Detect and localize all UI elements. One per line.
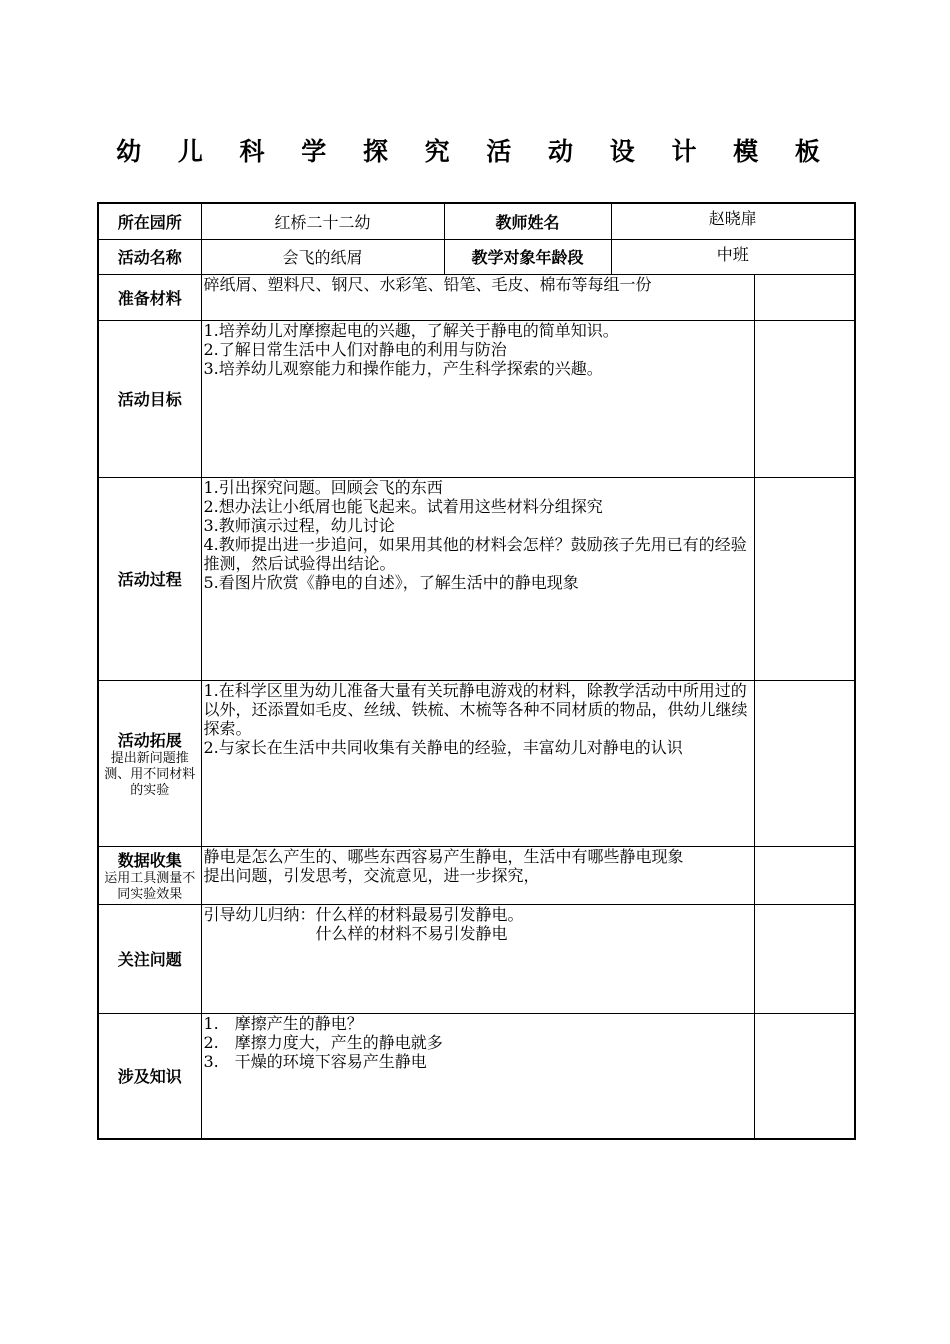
focus-label: 关注问题 xyxy=(98,904,201,1013)
extension-sublabel: 提出新问题推测、用不同材料的实验 xyxy=(104,750,196,798)
data-collection-content xyxy=(201,846,754,904)
kindergarten-label: 所在园所 xyxy=(98,203,201,239)
teacher-label: 教师姓名 xyxy=(444,203,611,239)
row-knowledge xyxy=(98,1013,855,1139)
process-line: 5.看图片欣赏《静电的自述》，了解生活中的静电现象 xyxy=(203,572,579,592)
knowledge-extra-cell xyxy=(754,1013,855,1139)
data-collection-line: 提出问题，引发思考，交流意见，进一步探究， xyxy=(203,865,540,885)
row-data-collection xyxy=(98,846,855,904)
age-label: 教学对象年龄段 xyxy=(444,239,611,274)
extension-line: 2.与家长在生活中共同收集有关静电的经验，丰富幼儿对静电的认识 xyxy=(203,737,683,757)
goals-label: 活动目标 xyxy=(98,320,201,477)
materials-extra-cell xyxy=(754,274,855,320)
age-value: 中班 xyxy=(611,239,855,274)
activity-design-table xyxy=(97,202,856,1140)
process-line: 4.教师提出进一步追问，如果用其他的材料会怎样？鼓励孩子先用已有的经验推测，然后试验得出结论。 xyxy=(203,534,747,573)
page-title: 幼 儿 科 学 探 究 活 动 设 计 模 板 xyxy=(116,137,834,166)
kindergarten-value: 红桥二十二幼 xyxy=(201,203,444,239)
goals-line: 2.了解日常生活中人们对静电的利用与防治 xyxy=(203,339,507,359)
data-collection-sublabel: 运用工具测量不同实验效果 xyxy=(104,870,196,902)
teacher-value: 赵晓扉 xyxy=(611,203,855,239)
row-kindergarten xyxy=(98,203,855,239)
goals-extra-cell xyxy=(754,320,855,477)
process-line: 2.想办法让小纸屑也能飞起来。试着用这些材料分组探究 xyxy=(203,496,603,516)
knowledge-label: 涉及知识 xyxy=(98,1013,201,1139)
goals-line: 3.培养幼儿观察能力和操作能力，产生科学探索的兴趣。 xyxy=(203,358,603,378)
data-collection-label-cell xyxy=(98,846,201,904)
process-line: 1.引出探究问题。回顾会飞的东西 xyxy=(203,477,443,497)
data-collection-extra-cell xyxy=(754,846,855,904)
materials-line: 碎纸屑、塑料尺、钢尺、水彩笔、铅笔、毛皮、棉布等每组一份 xyxy=(203,274,652,294)
materials-content xyxy=(201,274,754,320)
row-process xyxy=(98,477,855,680)
goals-content xyxy=(201,320,754,477)
knowledge-line: 2. 摩擦力度大，产生的静电就多 xyxy=(203,1032,443,1052)
extension-extra-cell xyxy=(754,680,855,846)
goals-line: 1.培养幼儿对摩擦起电的兴趣，了解关于静电的简单知识。 xyxy=(203,320,619,340)
activity-value: 会飞的纸屑 xyxy=(201,239,444,274)
focus-content xyxy=(201,904,754,1013)
row-goals xyxy=(98,320,855,477)
process-line: 3.教师演示过程，幼儿讨论 xyxy=(203,515,395,535)
row-activity xyxy=(98,239,855,274)
data-collection-line: 静电是怎么产生的、哪些东西容易产生静电，生活中有哪些静电现象 xyxy=(203,846,684,866)
process-extra-cell xyxy=(754,477,855,680)
process-content xyxy=(201,477,754,680)
activity-label: 活动名称 xyxy=(98,239,201,274)
materials-label: 准备材料 xyxy=(98,274,201,320)
process-label: 活动过程 xyxy=(98,477,201,680)
extension-content xyxy=(201,680,754,846)
data-collection-label: 数据收集 xyxy=(117,850,182,870)
knowledge-line: 1. 摩擦产生的静电？ xyxy=(203,1013,363,1033)
extension-label-cell xyxy=(98,680,201,846)
extension-label: 活动拓展 xyxy=(117,730,182,750)
row-focus xyxy=(98,904,855,1013)
focus-line: 引导幼儿归纳：什么样的材料最易引发静电。 xyxy=(203,904,524,924)
row-extension xyxy=(98,680,855,846)
focus-line: 什么样的材料不易引发静电 xyxy=(203,923,508,943)
extension-line: 1.在科学区里为幼儿准备大量有关玩静电游戏的材料，除教学活动中所用过的以外，还添置如毛皮、丝绒、铁梳、木梳等各种不同材质的物品，供幼儿继续探索。 xyxy=(203,680,748,738)
knowledge-line: 3. 干燥的环境下容易产生静电 xyxy=(203,1051,427,1071)
row-materials xyxy=(98,274,855,320)
focus-extra-cell xyxy=(754,904,855,1013)
knowledge-content xyxy=(201,1013,754,1139)
